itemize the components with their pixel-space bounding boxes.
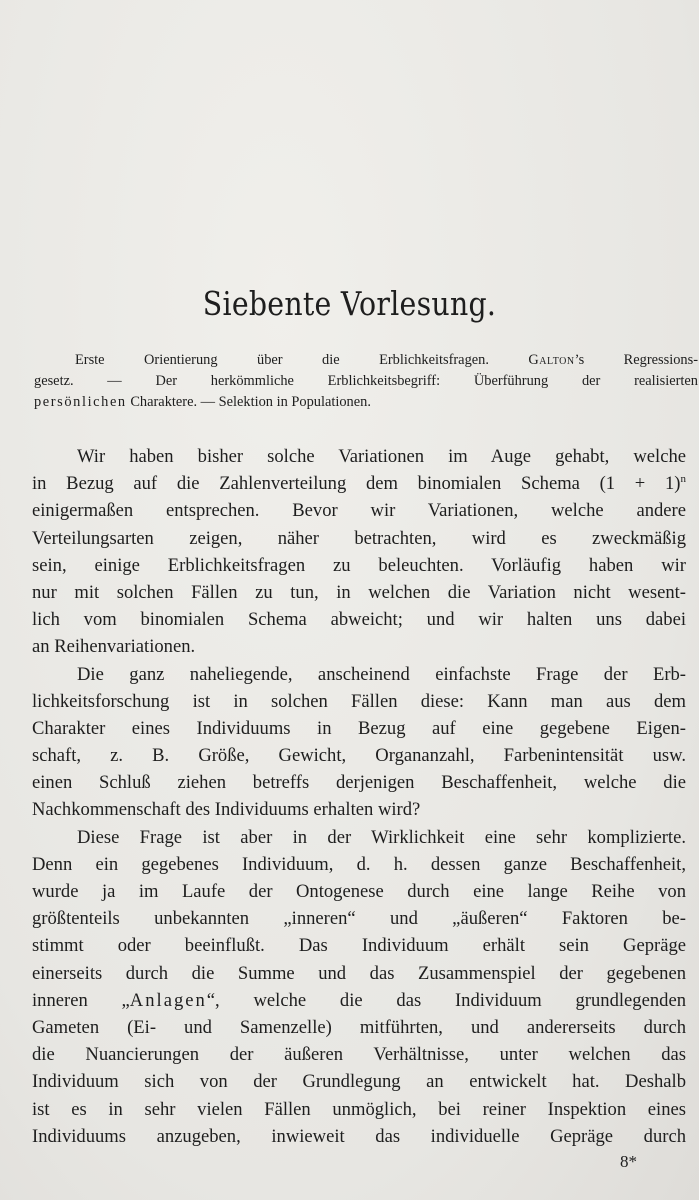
text-line: lich vom binomialen Schema abweicht; und wir halten uns dabei — [32, 609, 686, 631]
summary-text: Erste Orientierung über die Erblichkeitsfragen. — [75, 352, 529, 368]
text-line: Die ganz naheliegende, anscheinend einfachste Frage der Erb- — [77, 663, 686, 685]
summary-line — [34, 392, 698, 413]
body-text — [32, 443, 686, 1150]
spaced-emphasis: persönlichen — [34, 394, 127, 410]
text-line: sein, einige Erblichkeitsfragen zu beleuchten. Vorläufig haben wir — [32, 554, 686, 576]
text-line: Wir haben bisher solche Variationen im Auge gehabt, welche — [77, 446, 686, 467]
text-line: Individuums anzugeben, inwieweit das individuelle Gepräge durch — [32, 1125, 686, 1147]
text-line — [32, 470, 686, 497]
text-line: lichkeitsforschung ist in solchen Fällen diese: Kann man aus dem — [32, 690, 686, 712]
page-number: 8* — [620, 1152, 637, 1171]
text-line: Diese Frage ist aber in der Wirklichkeit eine sehr komplizierte. — [77, 826, 686, 848]
text-line: Gameten (Ei- und Samenzelle) mitführten, und andererseits durch — [32, 1016, 686, 1038]
text-span: inneren „ — [32, 989, 130, 1011]
spaced-emphasis: Anlagen — [129, 989, 207, 1011]
text-line: Charakter eines Individuums in Bezug auf eine gegebene Eigen- — [32, 717, 686, 739]
text-line: wurde ja im Laufe der Ontogenese durch eine lange Reihe von — [32, 881, 686, 902]
summary-text: ’s Regressions- — [574, 352, 698, 368]
summary-text: Charaktere. — Selektion in Populationen. — [126, 394, 371, 410]
text-span: in Bezug auf die Zahlenverteilung dem binomialen Schema (1 + 1) — [32, 473, 681, 495]
text-line: nur mit solchen Fällen zu tun, in welchen die Variation nicht wesent- — [32, 581, 686, 603]
text-line: einigermaßen entsprechen. Bevor wir Variationen, welche andere — [32, 500, 686, 522]
text-line: an Reihenvariationen. — [32, 636, 196, 658]
text-line: größtenteils unbekannten „inneren“ und „äußeren“ Faktoren be- — [32, 908, 686, 930]
text-line: Individuum sich von der Grundlegung an entwickelt hat. Deshalb — [32, 1071, 686, 1093]
text-line: stimmt oder beeinflußt. Das Individuum erhält sein Gepräge — [32, 935, 686, 957]
text-line: schaft, z. B. Größe, Gewicht, Organanzahl, Farbenintensität usw. — [32, 745, 686, 767]
exponent: n — [680, 473, 686, 486]
chapter-summary — [34, 350, 698, 413]
text-line: Nachkommenschaft des Individuums erhalten wird? — [32, 799, 421, 821]
author-name-galton: Galton — [528, 352, 575, 368]
text-line: die Nuancierungen der äußeren Verhältnisse, unter welchen das — [32, 1044, 686, 1066]
summary-line — [34, 350, 698, 371]
text-line: einerseits durch die Summe und das Zusammenspiel der gegebenen — [32, 962, 686, 984]
text-line: Verteilungsarten zeigen, näher betrachten, wird es zweckmäßig — [32, 527, 686, 549]
text-line: ist es in sehr vielen Fällen unmöglich, bei reiner Inspektion eines — [32, 1098, 686, 1120]
text-line: Denn ein gegebenes Individuum, d. h. dessen ganze Beschaffenheit, — [32, 853, 686, 875]
text-line: einen Schluß ziehen betreffs derjenigen Beschaffenheit, welche die — [32, 772, 686, 794]
chapter-heading: Siebente Vorlesung. — [202, 284, 497, 323]
summary-line: gesetz. — Der herkömmliche Erblichkeitsbegriff: Überführung der realisierten — [34, 373, 698, 389]
text-span: “, welche die das Individuum grundlegenden — [206, 989, 687, 1011]
text-line — [32, 987, 686, 1014]
